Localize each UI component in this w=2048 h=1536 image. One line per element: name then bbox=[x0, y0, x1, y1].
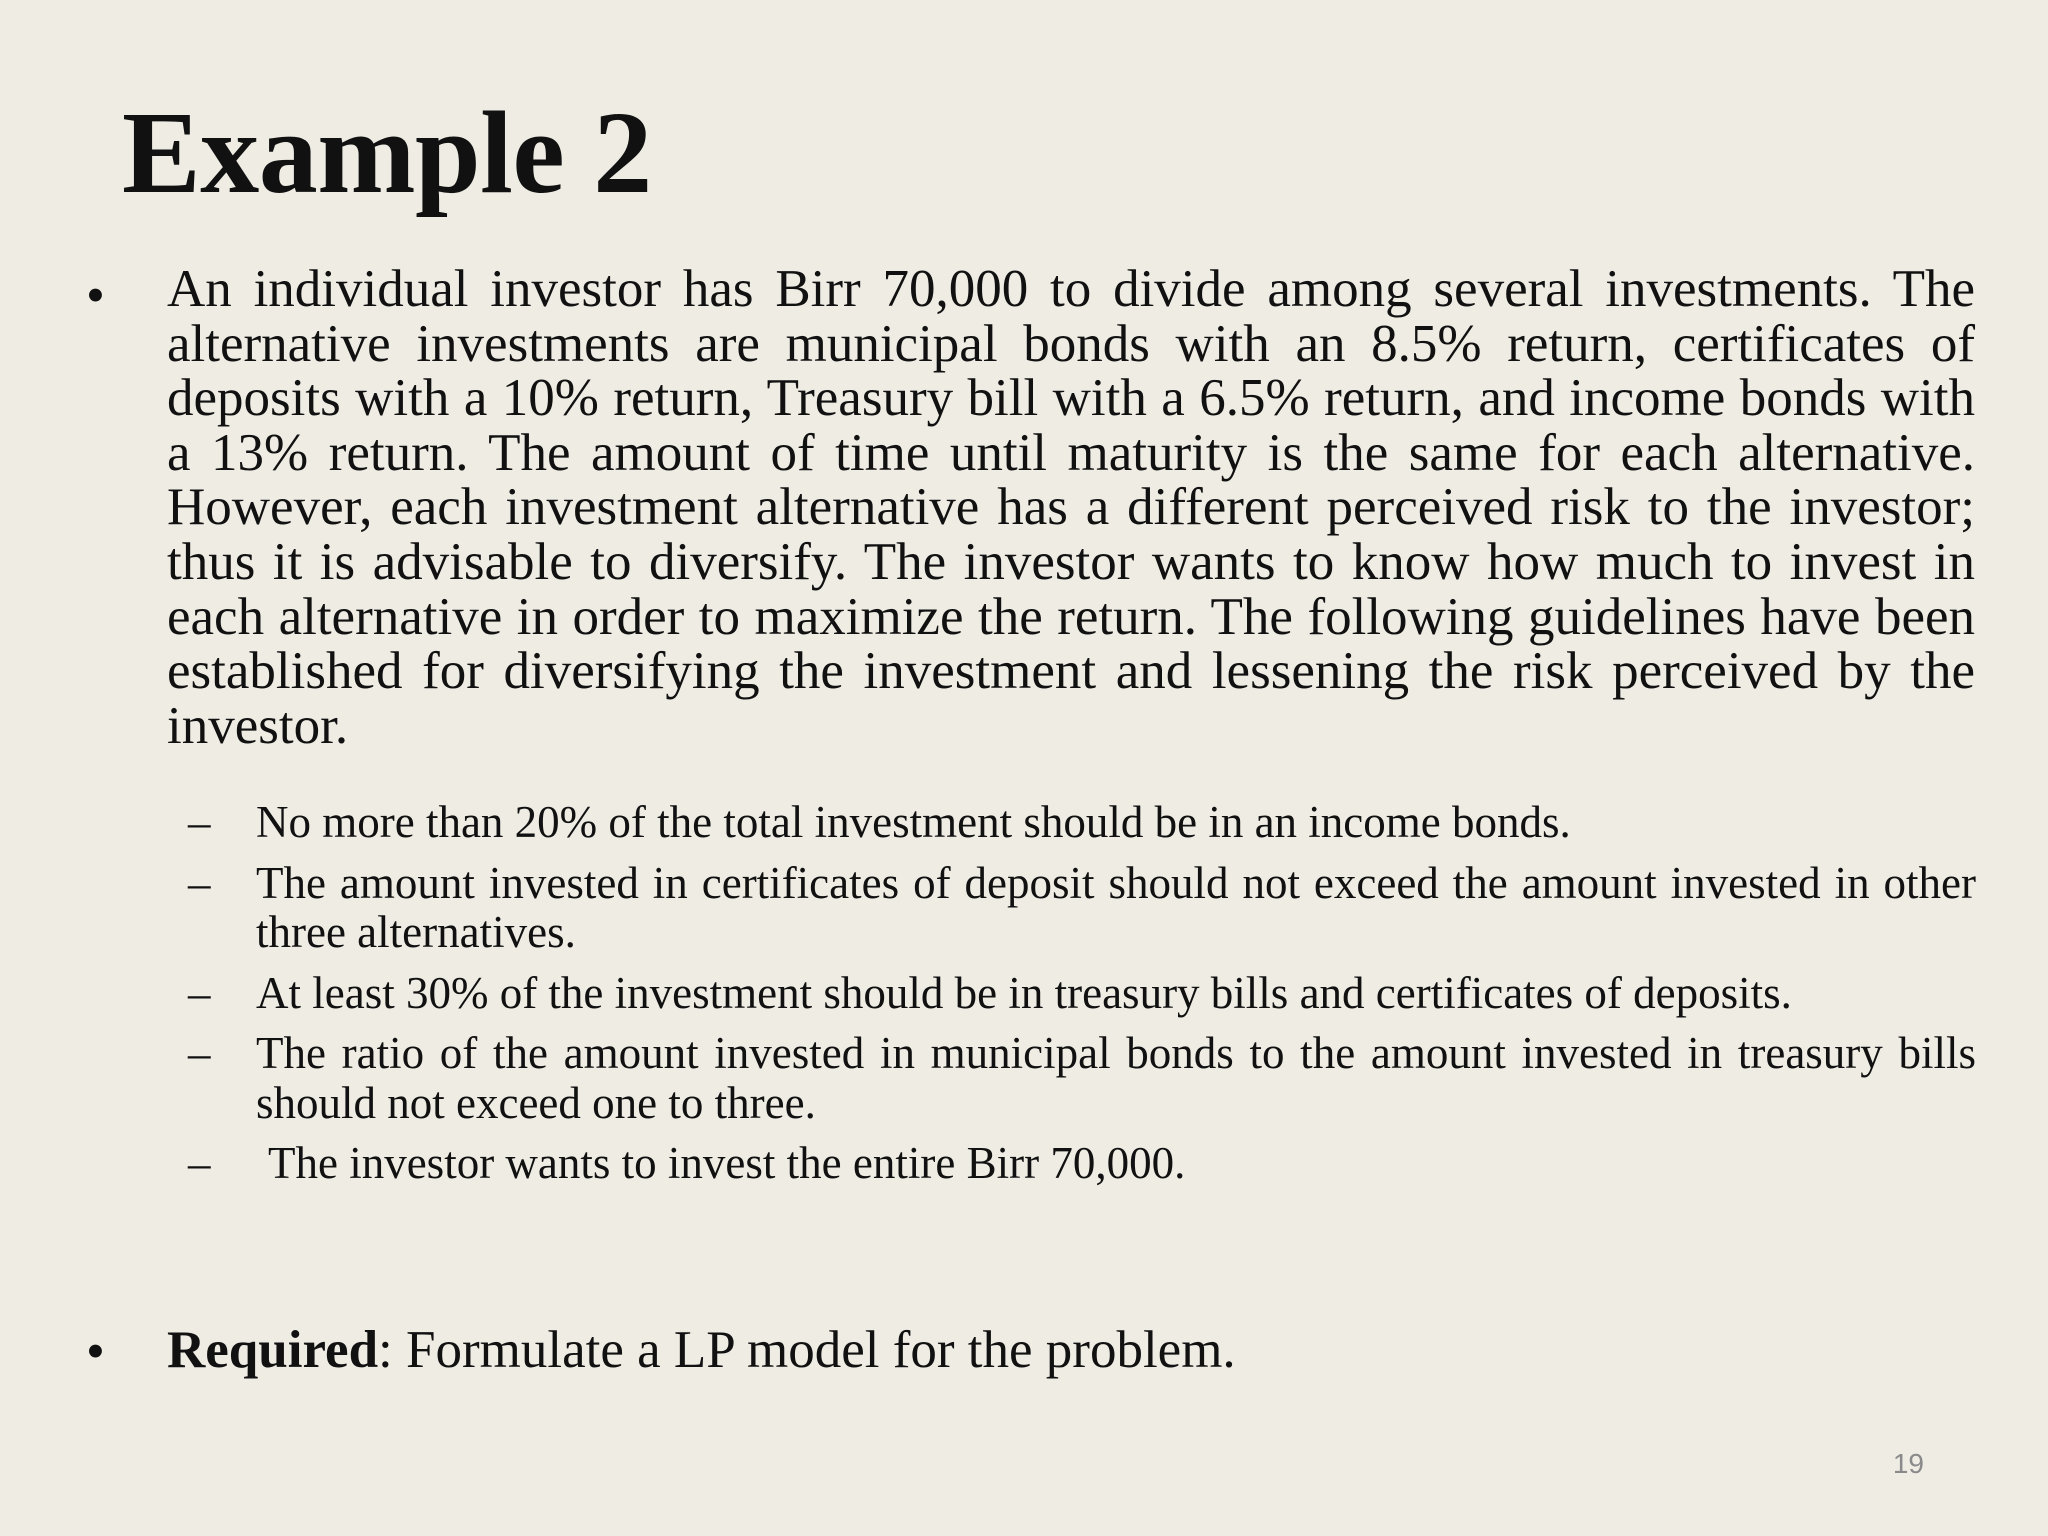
guideline-item bbox=[188, 1029, 1976, 1128]
guideline-text: The investor wants to invest the entire Birr 70,000. bbox=[268, 1138, 1186, 1188]
dash-glyph: – bbox=[188, 1138, 211, 1188]
slide-title: Example 2 bbox=[122, 87, 652, 218]
guideline-text: No more than 20% of the total investment should be in an income bonds. bbox=[256, 797, 1571, 847]
guideline-item bbox=[188, 859, 1976, 958]
guideline-item bbox=[188, 1139, 1976, 1189]
dash-glyph: – bbox=[188, 967, 211, 1018]
page-number: 19 bbox=[1892, 1448, 1924, 1479]
required-label: Required bbox=[167, 1321, 379, 1379]
guideline-text: The ratio of the amount invested in municipal bonds to the amount invested in treasury bills should not exceed one to three. bbox=[256, 1028, 1976, 1128]
required-statement bbox=[167, 1320, 1236, 1380]
guideline-item bbox=[188, 969, 1976, 1019]
guideline-item bbox=[188, 798, 1976, 848]
bullet-glyph: • bbox=[86, 1321, 105, 1381]
guidelines-list bbox=[188, 798, 1976, 1200]
dash-glyph: – bbox=[188, 857, 211, 908]
required-text: : Formulate a LP model for the problem. bbox=[378, 1321, 1236, 1379]
problem-statement: An individual investor has Birr 70,000 to divide among several investments. The alternative investments are municipal bonds with an 8.5% return, certificates of deposits with a 10% return, Treasury bill with a 6.5% return, and income bonds with a 13% return. The amount of time until maturity is the same for each alternative. However, each investment alternative has a different perceived risk to the investor; thus it is advisable to diversify. The investor wants to know how much to invest in each alternative in order to maximize the return. The following guidelines have been established for diversifying the investment and lessening the risk perceived by the investor. bbox=[167, 260, 1975, 755]
guideline-text: The amount invested in certificates of deposit should not exceed the amount invested in other three alternatives. bbox=[256, 857, 1976, 957]
dash-glyph: – bbox=[188, 797, 211, 847]
guideline-text: At least 30% of the investment should be in treasury bills and certificates of deposits. bbox=[256, 967, 1792, 1018]
dash-glyph: – bbox=[188, 1028, 211, 1078]
bullet-glyph: • bbox=[86, 265, 105, 325]
